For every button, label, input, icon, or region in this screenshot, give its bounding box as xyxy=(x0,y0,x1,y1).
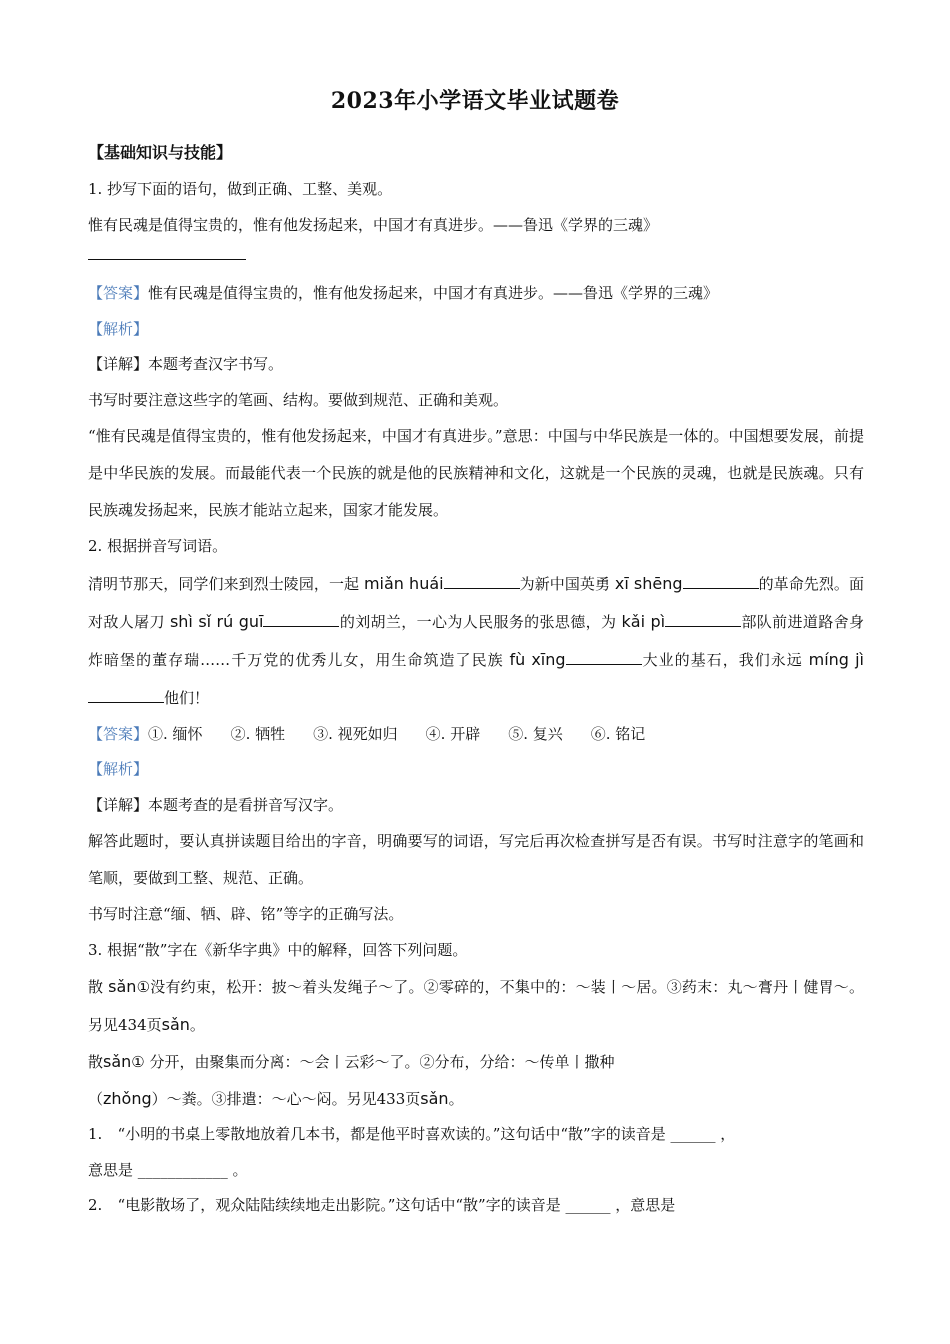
q2-text-7: 他们！ xyxy=(164,688,210,707)
answer-option: ⑤. 复兴 xyxy=(508,724,563,743)
q1-writing-line xyxy=(88,243,246,260)
answer-label: 【答案】 xyxy=(88,724,149,743)
sub1-text: “小明的书桌上零散地放着几本书，都是他平时喜欢读的。”这句话中“散”字的读音是 ______ ， xyxy=(117,1125,736,1143)
q2-answer xyxy=(88,717,864,753)
def1-text: ①没有约束，松开：披～着头发绳子～了。②零碎的，不集中的：～装丨～居。③药末：丸～膏丹丨健胃～。另见434页 xyxy=(88,978,864,1034)
q3-sub-2a xyxy=(88,1188,864,1224)
blank-3[interactable] xyxy=(263,612,339,627)
answer-option: ①. 缅怀 xyxy=(148,724,203,743)
answer-label: 【答案】 xyxy=(88,284,149,302)
q1-paragraph-2: “惟有民魂是值得宝贵的，惟有他发扬起来，中国才有真进步。”意思：中国与中华民族是一体的。中国想要发展，前提是中华民族的发展。而最能代表一个民族的就是他的民族精神和文化，这就是一个民族的灵魂，也就是民族魂。只有民族魂发扬起来，民族才能站立起来，国家才能发展。 xyxy=(88,427,864,519)
answer-option: ④. 开辟 xyxy=(425,724,481,743)
q1-answer-text: 惟有民魂是值得宝贵的，惟有他发扬起来，中国才有真进步。——鲁迅《学界的三魂》 xyxy=(148,284,719,302)
blank-5[interactable] xyxy=(566,650,642,665)
q2-paragraph-2: 书写时注意“缅、牺、辟、铭”等字的正确写法。 xyxy=(88,905,404,923)
q1-quote: 惟有民魂是值得宝贵的，惟有他发扬起来，中国才有真进步。——鲁迅《学界的三魂》 xyxy=(88,215,659,234)
q2-text-3: 的革命先烈。面对敌人屠刀 xyxy=(88,574,864,631)
answer-option: ②. 牺牲 xyxy=(230,724,286,743)
def2-pinyin: sǎn xyxy=(103,1052,132,1071)
q2-prompt: 2. 根据拼音写词语。 xyxy=(88,537,228,555)
def2-char: 散 xyxy=(88,1053,104,1071)
def1-char: 散 xyxy=(88,978,109,996)
q1-answer xyxy=(88,276,864,312)
q1-paragraph-1: 书写时要注意这些字的笔画、结构。要做到规范、正确和美观。 xyxy=(88,390,509,409)
q1-prompt: 1. 抄写下面的语句，做到正确、工整、美观。 xyxy=(88,180,393,198)
q3-definition-2b xyxy=(88,1081,864,1118)
page-title: 2023年小学语文毕业试题卷 xyxy=(330,88,620,114)
q2-text-1: 清明节那天，同学们来到烈士陵园，一起 xyxy=(88,574,360,593)
q2-paragraph-1: 解答此题时，要认真拼读题目给出的字音，明确要写的词语，写完后再次检查拼写是否有误。书写时注意字的笔画和笔顺，要做到工整、规范、正确。 xyxy=(88,832,864,887)
def1-end: 。 xyxy=(189,1016,205,1034)
def2-pinyin-zhong: zhǒng xyxy=(103,1088,152,1108)
pinyin-5: fù xīng xyxy=(509,649,566,669)
q2-text-6: 大业的基石，我们永远 xyxy=(641,650,803,669)
blank-6[interactable] xyxy=(88,688,164,703)
def1-pinyin: sǎn xyxy=(108,977,137,996)
sub2-text: “电影散场了，观众陆陆续续地走出影院。”这句话中“散”字的读音是 ______ ，意思是 xyxy=(117,1196,676,1214)
pinyin-4: kǎi pì xyxy=(621,611,666,631)
def2-text: ① 分开，由聚集而分离：～会丨云彩～了。②分布，分给：～传单丨撒种 xyxy=(131,1053,615,1071)
q3-sub-1a xyxy=(88,1117,864,1153)
detail-label: 【详解】 xyxy=(88,795,149,814)
q2-passage xyxy=(88,565,864,717)
q1-detail xyxy=(88,347,864,383)
q3-definition-2a xyxy=(88,1044,864,1081)
detail-label: 【详解】 xyxy=(88,355,149,373)
def2-end: 。 xyxy=(448,1089,464,1108)
q2-text-5: 部队前进道路舍身炸暗堡的董存瑞……千万党的优秀儿女，用生命筑造了民族 xyxy=(88,612,864,669)
pinyin-3: shì sǐ rú guī xyxy=(169,611,264,631)
def2-text-2: ）～粪。③排遣：～心～闷。另见433页 xyxy=(151,1089,421,1108)
pinyin-1: miǎn huái xyxy=(363,573,444,593)
section-heading: 【基础知识与技能】 xyxy=(88,143,233,162)
q1-analysis-label: 【解析】 xyxy=(88,319,149,338)
answer-option: ⑥. 铭记 xyxy=(590,724,646,743)
blank-4[interactable] xyxy=(665,612,741,627)
q3-prompt: 3. 根据“散”字在《新华字典》中的解释，回答下列问题。 xyxy=(88,940,468,959)
answer-option: ③. 视死如归 xyxy=(313,724,398,743)
def2-paren: （ xyxy=(88,1089,104,1108)
exam-content xyxy=(88,172,864,1224)
q1-detail-text: 本题考查汉字书写。 xyxy=(148,355,284,373)
blank-1[interactable] xyxy=(444,574,520,589)
q3-definition-1 xyxy=(88,968,864,1044)
pinyin-2: xī shēng xyxy=(614,573,683,593)
q2-text-4: 的刘胡兰，一心为人民服务的张思德，为 xyxy=(339,612,617,631)
q2-detail xyxy=(88,788,864,824)
q3-sub-1b: 意思是 ____________ 。 xyxy=(88,1160,248,1179)
q2-detail-text: 本题考查的是看拼音写汉字。 xyxy=(148,795,344,814)
sub-number: 1. xyxy=(88,1125,103,1143)
pinyin-6: míng jì xyxy=(808,649,864,669)
def2-pinyin-ref: sǎn xyxy=(420,1088,449,1108)
sub-number: 2. xyxy=(88,1196,103,1214)
def1-pinyin-ref: sǎn xyxy=(161,1015,190,1034)
blank-2[interactable] xyxy=(683,574,759,589)
q2-text-2: 为新中国英勇 xyxy=(519,574,611,593)
q2-analysis-label: 【解析】 xyxy=(88,760,149,778)
